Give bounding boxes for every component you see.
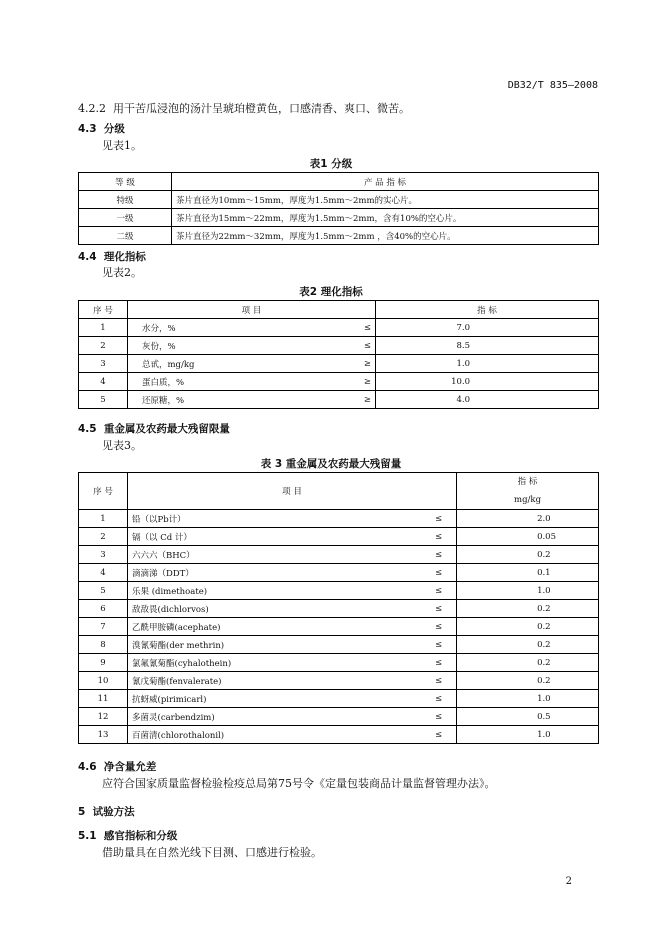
section-title: 重金属及农药最大残留限量 xyxy=(103,423,230,435)
table-cell: ≥ xyxy=(331,355,376,373)
table-cell: 抗蚜威(pirimicarl) xyxy=(128,690,394,708)
table-cell: ≤ xyxy=(393,510,456,528)
table-header-row xyxy=(79,301,599,319)
table2-reference: 见表2。 xyxy=(102,266,142,279)
table-row xyxy=(79,636,599,654)
table-cell: 1 xyxy=(79,510,128,528)
table-cell: 1 xyxy=(79,319,128,337)
table-cell: 0.05 xyxy=(457,528,599,546)
table-cell: ≤ xyxy=(331,319,376,337)
table-cell: 0.2 xyxy=(457,618,599,636)
table-cell: 4 xyxy=(79,564,128,582)
table-cell: 1.0 xyxy=(457,690,599,708)
table-cell: ≤ xyxy=(393,708,456,726)
section-title: 净含量允差 xyxy=(103,761,157,773)
table-header-cell: 指 标 xyxy=(376,301,599,319)
clause-text: 用干苦瓜浸泡的汤汁呈琥珀橙黄色，口感清香、爽口、微苦。 xyxy=(113,102,410,115)
table-cell: 12 xyxy=(79,708,128,726)
table-header-cell: 序 号 xyxy=(79,301,128,319)
section-number: 5.1 xyxy=(78,830,97,842)
table-cell: 灰份，% xyxy=(128,337,331,355)
table3-reference: 见表3。 xyxy=(102,439,142,452)
table-header-cell: 等 级 xyxy=(79,173,172,191)
table-row xyxy=(79,391,599,409)
table-header-row xyxy=(79,173,599,191)
table-cell: 乐果 (dimethoate) xyxy=(128,582,394,600)
table-cell: 多菌灵(carbendzim) xyxy=(128,708,394,726)
clause-4-2-2 xyxy=(78,102,410,116)
table-cell: 氯氟氰菊酯(cyhalothein) xyxy=(128,654,394,672)
table-cell: 水分，% xyxy=(128,319,331,337)
table-cell: 1.0 xyxy=(376,355,599,373)
table-cell: 铅（以Pb计） xyxy=(128,510,394,528)
section-number: 4.6 xyxy=(78,761,97,773)
table-cell: 11 xyxy=(79,690,128,708)
table-row xyxy=(79,319,599,337)
table-row xyxy=(79,355,599,373)
table-cell: 4 xyxy=(79,373,128,391)
table-cell: 2 xyxy=(79,337,128,355)
table2-physicochemical xyxy=(78,300,599,409)
table-cell: ≤ xyxy=(393,654,456,672)
section-4-6-text: 应符合国家质量监督检验检疫总局第75号令《定量包装商品计量监督管理办法》。 xyxy=(102,777,496,790)
table2-caption: 表2 理化指标 xyxy=(299,286,363,298)
table-cell: 二级 xyxy=(79,227,172,245)
page-number: 2 xyxy=(565,876,572,887)
table-cell: ≤ xyxy=(393,528,456,546)
table-cell: 5 xyxy=(79,391,128,409)
section-number: 4.3 xyxy=(78,123,97,135)
table-cell: 4.0 xyxy=(376,391,599,409)
table-row xyxy=(79,600,599,618)
table-cell: 总甙，mg/kg xyxy=(128,355,331,373)
table-cell: 氰戊菊酯(fenvalerate) xyxy=(128,672,394,690)
section-title: 分级 xyxy=(103,123,125,135)
document-code: DB32/T 835—2008 xyxy=(507,80,598,91)
table-cell: 2.0 xyxy=(457,510,599,528)
table-cell: 8.5 xyxy=(376,337,599,355)
table-cell: 百菌清(chlorothalonil) xyxy=(128,726,394,744)
table-cell: 0.2 xyxy=(457,654,599,672)
table-cell: 2 xyxy=(79,528,128,546)
table-cell: 特级 xyxy=(79,191,172,209)
table-cell: 茶片直径为22mm～32mm，厚度为1.5mm～2mm ，含40%的空心片。 xyxy=(172,227,599,245)
table1-caption: 表1 分级 xyxy=(309,158,353,170)
table-cell: 6 xyxy=(79,600,128,618)
table-row xyxy=(79,708,599,726)
table-cell: 7 xyxy=(79,618,128,636)
table-cell: 一级 xyxy=(79,209,172,227)
table-cell: 0.2 xyxy=(457,636,599,654)
section-5-1-heading xyxy=(78,828,177,843)
table-cell: ≥ xyxy=(331,373,376,391)
section-5-heading xyxy=(78,804,135,819)
table-cell: ≤ xyxy=(393,690,456,708)
table-header-cell: 序 号 xyxy=(79,473,128,510)
section-title: 理化指标 xyxy=(103,251,146,263)
table-cell: 3 xyxy=(79,546,128,564)
table-cell: 10.0 xyxy=(376,373,599,391)
clause-number: 4.2.2 xyxy=(78,102,106,115)
table-cell: ≤ xyxy=(331,337,376,355)
table-cell: 1.0 xyxy=(457,582,599,600)
section-title: 试验方法 xyxy=(92,806,135,818)
table-header-row xyxy=(79,473,599,510)
table-cell: 10 xyxy=(79,672,128,690)
table-row xyxy=(79,510,599,528)
table-cell: 乙酰甲胺磷(acephate) xyxy=(128,618,394,636)
table-cell: 9 xyxy=(79,654,128,672)
table-header-cell xyxy=(457,473,599,510)
table-row xyxy=(79,654,599,672)
table-cell: 溴氰菊酯(der methrin) xyxy=(128,636,394,654)
table-header-cell: 产 品 指 标 xyxy=(172,173,599,191)
section-number: 5 xyxy=(78,806,86,818)
table-row xyxy=(79,337,599,355)
table3-residue-limits xyxy=(78,472,599,744)
table-row xyxy=(79,618,599,636)
table-cell: ≤ xyxy=(393,636,456,654)
table-row xyxy=(79,373,599,391)
table-cell: ≤ xyxy=(393,726,456,744)
table-cell: 还原糖，% xyxy=(128,391,331,409)
table-row xyxy=(79,582,599,600)
table-cell: ≤ xyxy=(393,564,456,582)
table-row xyxy=(79,564,599,582)
indicator-label: 指 标 xyxy=(517,477,538,487)
table-cell: 茶片直径为10mm～15mm，厚度为1.5mm～2mm的实心片。 xyxy=(172,191,599,209)
table-row xyxy=(79,209,599,227)
table-cell: ≥ xyxy=(331,391,376,409)
table1-reference: 见表1。 xyxy=(102,139,142,152)
section-number: 4.5 xyxy=(78,423,97,435)
table-cell: 蛋白质，% xyxy=(128,373,331,391)
table-header-cell: 项 目 xyxy=(128,301,376,319)
table-row xyxy=(79,227,599,245)
table-cell: 3 xyxy=(79,355,128,373)
table-row xyxy=(79,690,599,708)
table-row xyxy=(79,528,599,546)
section-4-4-heading xyxy=(78,249,146,264)
table-cell: 0.2 xyxy=(457,672,599,690)
table-cell: 5 xyxy=(79,582,128,600)
section-4-5-heading xyxy=(78,421,230,436)
section-4-6-heading xyxy=(78,759,156,774)
table-cell: 敌敌畏(dichlorvos) xyxy=(128,600,394,618)
table-header-cell: 项 目 xyxy=(128,473,457,510)
table-cell: ≤ xyxy=(393,582,456,600)
table-cell: 0.5 xyxy=(457,708,599,726)
table1-grading xyxy=(78,172,599,245)
table-cell: ≤ xyxy=(393,546,456,564)
table-row xyxy=(79,672,599,690)
table-cell: ≤ xyxy=(393,600,456,618)
section-5-1-text: 借助量具在自然光线下目测、口感进行检验。 xyxy=(102,846,322,859)
table-cell: 0.2 xyxy=(457,600,599,618)
table-cell: 8 xyxy=(79,636,128,654)
table-cell: 0.2 xyxy=(457,546,599,564)
table-cell: ≤ xyxy=(393,672,456,690)
table-cell: 0.1 xyxy=(457,564,599,582)
table3-caption: 表 3 重金属及农药最大残留量 xyxy=(260,458,402,470)
table-cell: 7.0 xyxy=(376,319,599,337)
table-cell: 滴滴涕（DDT） xyxy=(128,564,394,582)
unit-label: mg/kg xyxy=(514,495,542,505)
table-cell: ≤ xyxy=(393,618,456,636)
table-cell: 13 xyxy=(79,726,128,744)
table-cell: 镉（以 Cd 计） xyxy=(128,528,394,546)
table-row xyxy=(79,546,599,564)
table-cell: 1.0 xyxy=(457,726,599,744)
section-title: 感官指标和分级 xyxy=(103,830,178,842)
table-row xyxy=(79,726,599,744)
table-cell: 茶片直径为15mm～22mm，厚度为1.5mm～2mm，含有10%的空心片。 xyxy=(172,209,599,227)
table-row xyxy=(79,191,599,209)
section-4-3-heading xyxy=(78,121,125,136)
table-cell: 六六六（BHC） xyxy=(128,546,394,564)
section-number: 4.4 xyxy=(78,251,97,263)
